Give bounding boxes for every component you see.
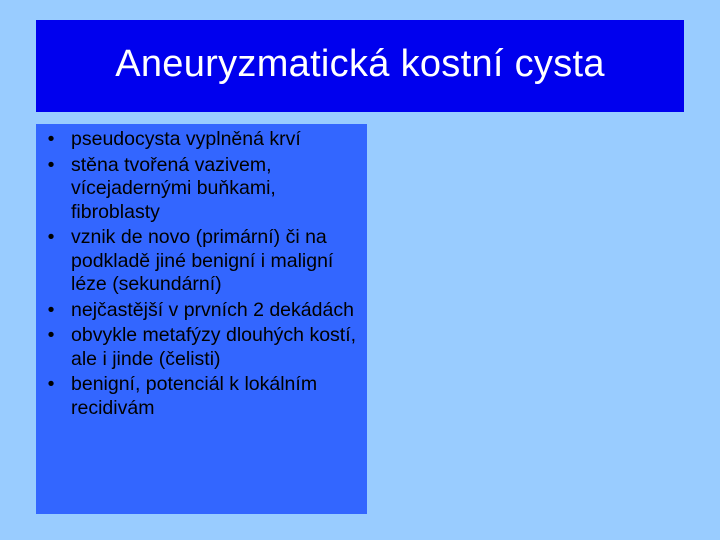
bullet-item [36,226,367,297]
bullet-icon: • [47,153,55,176]
bullet-item [36,128,367,152]
bullet-icon: • [47,128,55,150]
bullet-item [36,299,367,323]
title-box [36,20,684,112]
bullet-icon: • [47,298,55,321]
bullet-text: stěna tvořená vazivem, vícejadernými buňkami, fibroblasty [71,153,276,223]
bullet-text: benigní, potenciál k lokálním recidivám [71,373,318,419]
bullet-item [36,154,367,225]
bullet-icon: • [47,324,55,346]
bullet-list [36,128,367,420]
content-box [36,124,367,514]
slide-title: Aneuryzmatická kostní cysta [115,42,605,85]
bullet-text: pseudocysta vyplněná krví [71,128,301,150]
bullet-text: vznik de novo (primární) či na podkladě jiné benigní i maligní léze (sekundární) [71,226,334,295]
bullet-text: nejčastější v prvních 2 dekádách [71,298,354,321]
bullet-item [36,373,367,420]
bullet-icon: • [47,226,55,248]
bullet-icon: • [47,373,55,395]
bullet-item [36,324,367,371]
bullet-text: obvykle metafýzy dlouhých kostí, ale i jinde (čelisti) [71,324,357,370]
